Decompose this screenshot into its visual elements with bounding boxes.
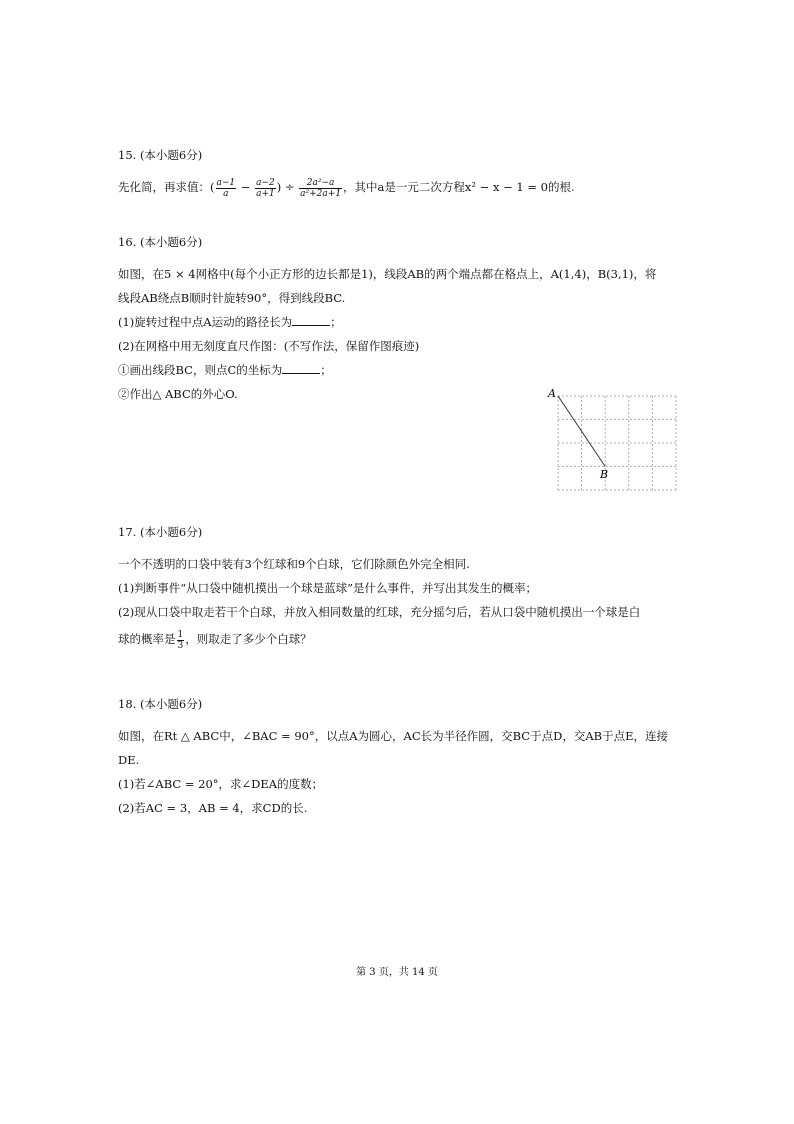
q16-line-1: 如图，在5 × 4网格中(每个小正方形的边长都是1)，线段AB的两个端点都在格点上，A(1,4)，B(3,1)，将 xyxy=(118,267,657,281)
q16-line-2: 线段AB绕点B顺时针旋转90°，得到线段BC. xyxy=(118,291,346,305)
question-15-heading: 15. (本小题6分) xyxy=(118,148,203,162)
q15-prefix: 先化简，再求值：( xyxy=(118,180,215,194)
question-16-heading: 16. (本小题6分) xyxy=(118,235,203,249)
q18-line-3: (1)若∠ABC = 20°，求∠DEA的度数； xyxy=(118,777,324,791)
q16-line-6: ②作出△ ABC的外心O. xyxy=(118,387,238,401)
q16-line-3: (1)旋转过程中点A运动的路径长为 ； xyxy=(118,315,342,329)
q17-fraction: $\frac{1}{3}$ xyxy=(177,629,184,651)
question-15 xyxy=(118,145,678,199)
q15-minus: − xyxy=(237,180,255,194)
grid-lines xyxy=(558,396,676,490)
q16-line-5: ①画出线段BC，则点C的坐标为 ； xyxy=(118,363,332,377)
question-15-body xyxy=(118,175,678,199)
q15-fraction-2: $\frac{a-2}{a+1}$ xyxy=(256,177,275,199)
question-17-heading: 17. (本小题6分) xyxy=(118,525,203,539)
answer-blank xyxy=(282,361,320,374)
grid-figure-svg xyxy=(546,386,680,496)
segment-ab xyxy=(558,396,605,467)
question-18 xyxy=(118,694,678,820)
q16-line-4: (2)在网格中用无刻度直尺作图：(不写作法，保留作图痕迹) xyxy=(118,339,420,353)
q18-line-2: DE. xyxy=(118,753,140,767)
q17-line-2: (1)判断事件“从口袋中随机摸出一个球是蓝球”是什么事件，并写出其发生的概率； xyxy=(118,581,538,595)
page-footer: 第 3 页，共 14 页 xyxy=(356,967,438,978)
point-a-label: A xyxy=(548,387,556,400)
q17-line-3: (2)现从口袋中取走若干个白球，并放入相同数量的红球，充分摇匀后，若从口袋中随机摸出一个球是白 xyxy=(118,605,641,619)
point-b-label: B xyxy=(600,468,609,481)
q15-fraction-1: $\frac{a-1}{a}$ xyxy=(216,177,236,199)
question-18-heading: 18. (本小题6分) xyxy=(118,697,203,711)
q15-suffix: ，其中a是一元二次方程x² − x − 1 = 0的根. xyxy=(343,180,575,194)
q17-line-4: 球的概率是 $\frac{1}{3}$ ，则取走了多少个白球？ xyxy=(118,629,312,651)
grid-figure xyxy=(546,386,680,496)
q18-line-1: 如图，在Rt △ ABC中，∠BAC = 90°，以点A为圆心，AC长为半径作圆，交BC于点D，交AB于点E，连接 xyxy=(118,729,668,743)
question-16 xyxy=(118,232,678,406)
q15-fraction-3: $\frac{\text{2a²−a}}{\text{a²+2a+1}}$ xyxy=(300,177,342,199)
q15-close-div: ) ÷ xyxy=(276,180,299,194)
q17-line-1: 一个不透明的口袋中装有3个红球和9个白球，它们除颜色外完全相同. xyxy=(118,557,470,571)
question-17 xyxy=(118,522,678,654)
q18-line-4: (2)若AC = 3，AB = 4，求CD的长. xyxy=(118,801,308,815)
answer-blank xyxy=(292,313,330,326)
